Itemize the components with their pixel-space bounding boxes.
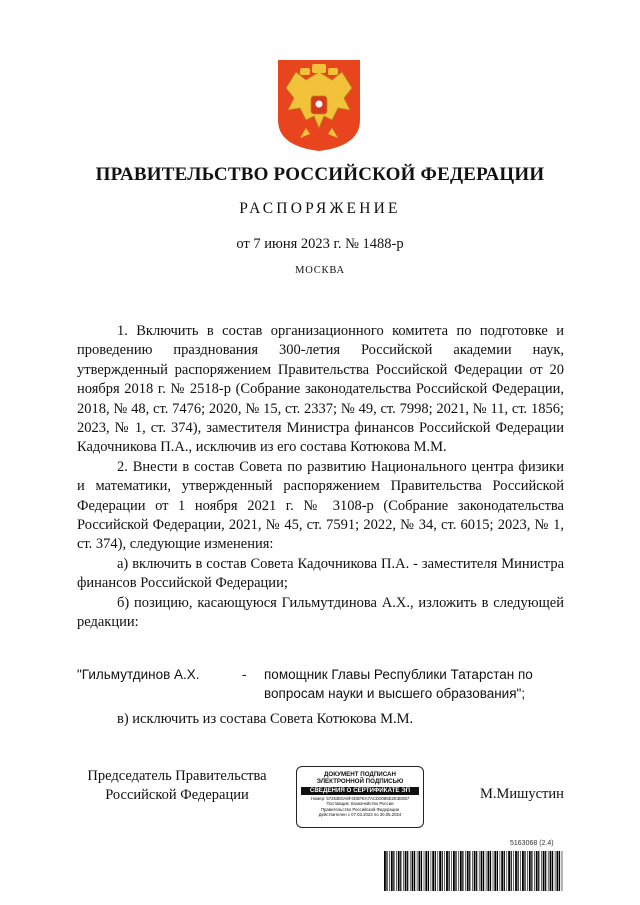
electronic-signature-stamp	[296, 766, 424, 828]
item-c: в) исключить из состава Совета Котюкова М.М.	[117, 711, 414, 727]
barcode-image	[384, 851, 564, 891]
quoted-dash: -	[242, 667, 247, 682]
ep-stamp-line1: ДОКУМЕНТ ПОДПИСАН	[324, 771, 396, 778]
coat-of-arms-emblem	[276, 58, 362, 152]
paragraph-1: 1. Включить в состав организационного комитета по подготовке и проведению празднования 300-летия Российской академии наук, утвержденный распоряжением Правительства Российской Федерации от 20 ноября 2018 г. № 2518-р (Собрание законодательства Российской Федерации, 2018, № 48, ст. 7476; 2020, № 15, ст. 2337; № 49, ст. 7998; 2021, № 11, ст. 1856; 2023, № 1, ст. 374), заместителя Министра финансов Российской Федерации Кадочникова П.А., исключив из его состава Котюкова М.М.	[77, 323, 564, 456]
document-type: РАСПОРЯЖЕНИЕ	[239, 200, 401, 217]
paragraph-2: 2. Внести в состав Совета по развитию Национального центра физики и математики, утвержденный распоряжением Правительства Российской Федерации от 1 ноября 2021 г. № 3108-р (Собрание законодательства Российской Федерации, 2021, № 45, ст. 7591; 2022, № 34, ст. 6015; 2023, № 1, ст. 374), следующие изменения:	[77, 458, 564, 553]
document-date-number: от 7 июня 2023 г. № 1488-р	[236, 236, 404, 252]
ep-stamp-owner: Правительство Российской Федерации	[320, 806, 400, 812]
government-title: ПРАВИТЕЛЬСТВО РОССИЙСКОЙ ФЕДЕРАЦИИ	[95, 164, 545, 185]
document-city: МОСКВА	[295, 265, 345, 276]
signatory-position-line2: Российской Федерации	[105, 787, 249, 803]
signatory-position-line1: Председатель Правительства	[87, 768, 267, 784]
signatory-name: М.Мишустин	[480, 786, 564, 802]
document-body	[77, 322, 564, 633]
quoted-name: "Гильмутдинов А.Х.	[77, 667, 200, 682]
document-code: 5163068 (2.4)	[510, 840, 554, 847]
ep-stamp-validity: Действителен с 07.03.2023 по 30.05.2024	[318, 812, 402, 818]
ep-stamp-line2: ЭЛЕКТРОННОЙ ПОДПИСЬЮ	[316, 778, 404, 785]
quoted-role: помощник Главы Республики Татарстан по вопросам науки и высшего образования";	[264, 667, 533, 701]
ep-stamp-serial: Номер: 57253E0A6F4D0FEA7ACD0085E2E3E857	[310, 796, 410, 801]
signatory-position	[77, 767, 277, 805]
item-a: а) включить в состав Совета Кадочникова П.А. - заместителя Министра финансов Российской Федерации;	[77, 555, 564, 592]
ep-stamp-issuer: Поставщик: Казначейство России	[326, 801, 394, 807]
item-b: б) позицию, касающуюся Гильмутдинова А.Х., изложить в следующей редакции:	[77, 594, 564, 631]
ep-stamp-header: СВЕДЕНИЯ О СЕРТИФИКАТЕ ЭП	[301, 787, 419, 795]
